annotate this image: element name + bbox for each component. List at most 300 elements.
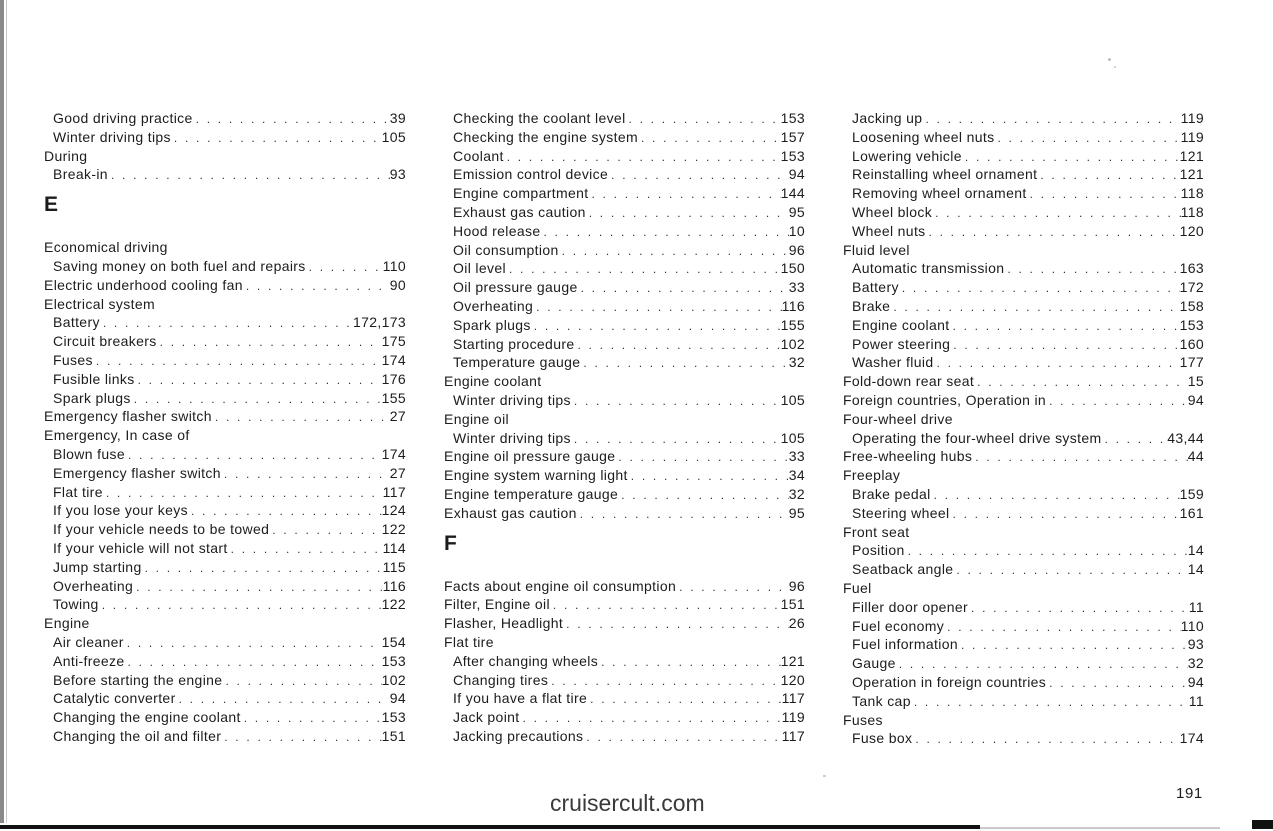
index-entry: [44, 276, 406, 295]
index-entry-page: 118: [1180, 185, 1204, 202]
index-entry: [843, 147, 1204, 166]
dot-leader: [563, 615, 789, 633]
dot-leader: [533, 298, 782, 316]
index-entry-page: 93: [389, 166, 406, 183]
index-entry-page: 119: [781, 709, 805, 726]
dot-leader: [269, 521, 381, 539]
dot-leader: [108, 166, 390, 184]
index-entry-term: Saving money on both fuel and repairs: [53, 257, 306, 274]
dot-leader: [157, 333, 382, 351]
index-entry: [843, 278, 1204, 297]
index-heading: During: [44, 147, 88, 164]
index-entry: [843, 617, 1204, 636]
index-entry-term: Seatback angle: [852, 561, 954, 578]
index-entry-term: Oil level: [453, 260, 506, 277]
scan-bottom-edge: [0, 825, 980, 829]
dot-leader: [142, 559, 383, 577]
index-entry-page: 174: [1179, 730, 1204, 747]
index-entry-page: 95: [788, 203, 805, 220]
index-entry-page: 33: [788, 448, 805, 465]
dot-leader: [571, 392, 781, 410]
index-entry-term: Emergency flasher switch: [44, 408, 212, 425]
dot-leader: [124, 634, 382, 652]
index-entry-term: Washer fluid: [852, 354, 934, 371]
index-entry: [444, 184, 805, 203]
index-entry: [444, 241, 805, 260]
index-entry: [843, 165, 1204, 184]
index-entry: [444, 689, 805, 708]
index-entry-page: 26: [788, 615, 805, 632]
index-heading: Engine coolant: [444, 373, 542, 390]
dot-leader: [608, 166, 789, 184]
index-entry-page: 159: [1179, 485, 1204, 502]
index-entry: [44, 595, 406, 614]
dot-leader: [932, 204, 1181, 222]
dot-leader: [133, 578, 383, 596]
index-entry-term: Catalytic converter: [53, 690, 176, 707]
index-entry: [44, 389, 406, 408]
index-entry-term: Gauge: [852, 655, 896, 672]
index-entry-term: Emergency flasher switch: [53, 464, 221, 481]
index-entry-page: 160: [1179, 335, 1204, 352]
index-entry-page: 15: [1187, 373, 1204, 390]
dot-leader: [583, 728, 781, 746]
dot-leader: [212, 408, 390, 426]
index-entry: [843, 654, 1204, 673]
index-entry-page: 153: [780, 110, 805, 126]
index-entry-term: Operation in foreign countries: [852, 673, 1047, 690]
index-entry-page: 117: [781, 727, 805, 744]
index-heading: Four-wheel drive: [843, 410, 953, 427]
dot-leader: [994, 129, 1180, 147]
index-entry-page: 10: [788, 222, 805, 239]
dot-leader: [972, 448, 1187, 466]
index-entry: [44, 483, 406, 502]
index-entry-page: 94: [1187, 391, 1204, 408]
dot-leader: [176, 690, 390, 708]
index-entry-term: Fuses: [53, 351, 93, 368]
index-entry-term: Flat tire: [53, 483, 103, 500]
dot-leader: [559, 242, 789, 260]
index-entry: [444, 485, 805, 504]
index-entry: [44, 109, 406, 128]
dot-leader: [93, 352, 382, 370]
index-entry: [444, 128, 805, 147]
dot-leader: [135, 371, 382, 389]
index-heading: Engine oil: [444, 410, 509, 427]
index-entry-term: Operating the four-wheel drive system: [852, 429, 1102, 446]
index-entry-term: Engine coolant: [852, 316, 950, 333]
index-entry: [444, 335, 805, 354]
index-heading: Engine: [44, 615, 90, 632]
index-entry-term: If you lose your keys: [53, 502, 188, 519]
index-entry-term: After changing wheels: [453, 652, 599, 669]
index-entry-page: 117: [781, 690, 805, 707]
dot-leader: [504, 148, 781, 166]
index-entry: [843, 673, 1204, 692]
index-entry-term: Fusible links: [53, 370, 135, 387]
index-entry-page: 95: [788, 504, 805, 521]
dot-leader: [950, 505, 1180, 523]
index-entry: [843, 429, 1204, 448]
index-entry-term: Exhaust gas caution: [444, 504, 577, 521]
index-entry: [444, 391, 805, 410]
index-entry: [44, 671, 406, 690]
index-entry: [444, 466, 805, 485]
index-entry: [44, 464, 406, 483]
index-entry-term: Engine oil pressure gauge: [444, 448, 616, 465]
index-entry-page: 122: [381, 521, 406, 538]
index-entry: [843, 297, 1204, 316]
dot-leader: [520, 709, 782, 727]
index-entry-page: 119: [1180, 128, 1204, 145]
index-entry-term: If your vehicle needs to be towed: [53, 521, 270, 538]
index-entry-term: Before starting the engine: [53, 671, 223, 688]
index-entry: [444, 504, 805, 523]
dot-leader: [125, 446, 382, 464]
index-entry-term: Coolant: [453, 147, 504, 164]
index-entry-term: Fuse box: [852, 730, 913, 747]
index-heading: Emergency, In case of: [44, 427, 190, 444]
index-entry-term: Break-in: [53, 166, 108, 183]
index-entry: [444, 727, 805, 746]
index-column-2: [444, 109, 805, 746]
index-entry-term: Starting procedure: [453, 335, 575, 352]
dot-leader: [968, 599, 1189, 617]
index-entry-page: 122: [381, 596, 406, 613]
index-entry: [44, 128, 406, 147]
index-entry: [444, 577, 805, 596]
dot-leader: [125, 653, 382, 671]
index-entry-term: Anti-freeze: [53, 652, 125, 669]
dot-leader: [1046, 674, 1188, 692]
index-entry-page: 43,44: [1167, 429, 1204, 446]
index-entry: [444, 278, 805, 297]
index-entry: [444, 595, 805, 614]
index-entry-term: Wheel block: [852, 203, 933, 220]
dot-leader: [950, 317, 1180, 335]
index-heading: Front seat: [843, 523, 910, 540]
index-entry-term: Tank cap: [852, 692, 911, 709]
index-entry-term: Fuel economy: [852, 617, 945, 634]
index-entry: [444, 671, 805, 690]
index-entry-page: 151: [381, 727, 406, 744]
index-entry: [843, 353, 1204, 372]
dot-leader: [890, 298, 1179, 316]
index-heading: Flat tire: [444, 633, 494, 650]
index-entry-term: Winter driving tips: [453, 429, 571, 446]
dot-leader: [531, 317, 781, 335]
index-entry-term: Facts about engine oil consumption: [444, 577, 677, 594]
index-entry: [44, 351, 406, 370]
dot-leader: [944, 618, 1180, 636]
index-entry: [843, 109, 1204, 128]
index-entry: [843, 203, 1204, 222]
index-heading: Fuses: [843, 711, 883, 728]
dot-leader: [540, 223, 788, 241]
index-entry-term: Engine temperature gauge: [444, 485, 619, 502]
index-entry-page: 158: [1179, 297, 1204, 314]
dot-leader: [193, 110, 390, 128]
index-entry-term: Flasher, Headlight: [444, 615, 564, 632]
index-entry: [44, 652, 406, 671]
dot-leader: [171, 129, 382, 147]
dot-leader: [221, 465, 390, 483]
dot-leader: [241, 709, 382, 727]
index-entry-page: 153: [381, 709, 406, 726]
dot-leader: [953, 561, 1187, 579]
index-entry-term: Changing tires: [453, 671, 549, 688]
index-entry-page: 174: [381, 445, 406, 462]
scan-speck: [1108, 58, 1111, 61]
index-entry-page: 94: [1187, 673, 1204, 690]
watermark-text: cruisercult.com: [550, 790, 705, 816]
index-entry-term: Reinstalling wheel ornament: [852, 166, 1038, 183]
index-entry-term: Changing the oil and filter: [53, 727, 222, 744]
index-entry-term: Changing the engine coolant: [53, 709, 241, 726]
index-entry-page: 117: [382, 483, 406, 500]
index-entry-term: Jacking precautions: [453, 727, 584, 744]
index-entry-page: 94: [389, 690, 406, 707]
index-entry: [44, 539, 406, 558]
index-entry-page: 153: [1179, 316, 1204, 333]
index-entry-page: 121: [1179, 166, 1204, 183]
index-entry-term: Exhaust gas caution: [453, 203, 586, 220]
index-entry-page: 155: [381, 389, 406, 406]
index-entry-page: 114: [382, 539, 406, 556]
index-entry-page: 150: [780, 260, 805, 277]
dot-leader: [100, 314, 353, 332]
index-entry-page: 175: [381, 333, 406, 350]
index-entry: [44, 633, 406, 652]
scan-left-edge: [0, 0, 4, 831]
dot-leader: [306, 258, 383, 276]
dot-leader: [550, 596, 781, 614]
index-entry-page: 90: [389, 276, 406, 293]
dot-leader: [626, 110, 781, 128]
dot-leader: [587, 690, 782, 708]
dot-leader: [580, 354, 788, 372]
index-entry-page: 14: [1187, 542, 1204, 559]
index-entry: [44, 558, 406, 577]
index-heading: Economical driving: [44, 239, 168, 256]
index-entry-page: 33: [788, 279, 805, 296]
index-entry: [44, 257, 406, 276]
dot-leader: [598, 653, 780, 671]
dot-leader: [615, 448, 788, 466]
index-entry: [843, 222, 1204, 241]
index-entry-term: Hood release: [453, 222, 541, 239]
index-entry: [44, 501, 406, 520]
index-entry-page: 11: [1188, 598, 1204, 615]
index-entry-page: 176: [381, 370, 406, 387]
dot-leader: [958, 636, 1188, 654]
dot-leader: [1004, 260, 1179, 278]
index-entry-page: 157: [780, 128, 805, 145]
index-entry: [843, 259, 1204, 278]
index-entry: [843, 504, 1204, 523]
dot-leader: [243, 277, 390, 295]
index-entry-term: Emission control device: [453, 166, 609, 183]
index-column-1: [44, 109, 406, 746]
index-entry-page: 105: [381, 128, 406, 145]
index-entry-term: Overheating: [453, 297, 534, 314]
dot-leader: [1037, 166, 1179, 184]
dot-leader: [588, 185, 780, 203]
index-entry-term: Good driving practice: [53, 110, 193, 126]
index-entry: [44, 577, 406, 596]
index-entry-page: 174: [381, 351, 406, 368]
index-entry-term: Wheel nuts: [852, 222, 926, 239]
index-entry-page: 155: [780, 316, 805, 333]
index-entry-term: Checking the coolant level: [453, 110, 626, 126]
index-entry-page: 119: [1180, 110, 1204, 126]
index-entry-page: 118: [1180, 203, 1204, 220]
index-entry: [44, 370, 406, 389]
index-entry: [843, 692, 1204, 711]
index-entry-page: 110: [1180, 617, 1204, 634]
index-entry-term: Electric underhood cooling fan: [44, 276, 243, 293]
dot-leader: [905, 542, 1188, 560]
index-entry-page: 96: [788, 241, 805, 258]
dot-leader: [962, 148, 1180, 166]
dot-leader: [571, 430, 781, 448]
index-entry-term: Brake: [852, 297, 891, 314]
index-entry-term: Winter driving tips: [53, 128, 171, 145]
index-entry-page: 105: [780, 429, 805, 446]
index-entry-term: Temperature gauge: [453, 354, 581, 371]
index-entry: [44, 708, 406, 727]
scan-bottom-edge-faint: [980, 827, 1220, 829]
index-entry-page: 39: [389, 110, 406, 126]
index-entry-term: Brake pedal: [852, 485, 931, 502]
index-entry: [444, 297, 805, 316]
index-entry-page: 121: [1179, 147, 1204, 164]
index-entry: [444, 203, 805, 222]
dot-leader: [912, 730, 1179, 748]
index-entry-page: 153: [780, 147, 805, 164]
index-entry-term: Lowering vehicle: [852, 147, 962, 164]
index-entry-term: Blown fuse: [53, 445, 125, 462]
index-heading: Fluid level: [843, 241, 910, 258]
index-entry-page: 96: [788, 577, 805, 594]
index-entry: [843, 184, 1204, 203]
index-entry-term: Battery: [53, 314, 100, 331]
dot-leader: [578, 279, 789, 297]
index-entry-page: 27: [389, 408, 406, 425]
index-entry-page: 34: [788, 467, 805, 484]
index-entry: [444, 165, 805, 184]
dot-leader: [586, 204, 789, 222]
index-entry: [843, 391, 1204, 410]
index-entry-term: Fuel information: [852, 636, 958, 653]
index-heading: Freeplay: [843, 467, 901, 484]
index-entry-page: 94: [788, 166, 805, 183]
index-entry-page: 102: [381, 671, 406, 688]
index-entry-term: Power steering: [852, 335, 951, 352]
index-entry: [843, 447, 1204, 466]
index-entry-term: Steering wheel: [852, 504, 950, 521]
index-entry-term: Loosening wheel nuts: [852, 128, 995, 145]
index-entry: [444, 259, 805, 278]
dot-leader: [577, 505, 789, 523]
index-entry-term: Jack point: [453, 709, 520, 726]
index-entry: [444, 316, 805, 335]
dot-leader: [99, 596, 382, 614]
index-heading: Electrical system: [44, 295, 155, 312]
index-entry-term: Automatic transmission: [852, 260, 1005, 277]
dot-leader: [506, 260, 781, 278]
index-entry-term: Overheating: [53, 577, 134, 594]
dot-leader: [131, 390, 382, 408]
index-entry-page: 32: [788, 354, 805, 371]
dot-leader: [1046, 392, 1188, 410]
index-entry-page: 154: [381, 633, 406, 650]
index-entry-page: 32: [788, 485, 805, 502]
index-entry-page: 102: [780, 335, 805, 352]
dot-leader: [926, 223, 1180, 241]
index-entry: [843, 316, 1204, 335]
index-entry-term: Spark plugs: [53, 389, 131, 406]
index-entry-page: 120: [780, 671, 805, 688]
dot-leader: [974, 373, 1188, 391]
index-entry: [843, 729, 1204, 748]
index-entry: [44, 445, 406, 464]
index-entry-page: 163: [1179, 260, 1204, 277]
index-entry-page: 116: [781, 297, 805, 314]
index-entry-page: 27: [389, 464, 406, 481]
index-entry-term: Checking the engine system: [453, 128, 638, 145]
index-entry: [843, 128, 1204, 147]
index-entry-term: Spark plugs: [453, 316, 531, 333]
index-entry-page: 32: [1187, 655, 1204, 672]
scan-left-edge-line: [6, 0, 7, 831]
dot-leader: [676, 578, 789, 596]
index-entry-term: Winter driving tips: [453, 391, 571, 408]
index-entry: [843, 335, 1204, 354]
index-entry: [44, 313, 406, 332]
dot-leader: [228, 540, 383, 558]
scan-corner-mark: [1252, 820, 1273, 829]
dot-leader: [1102, 430, 1168, 448]
index-entry-page: 11: [1188, 692, 1204, 709]
index-entry-page: 124: [381, 502, 406, 519]
index-entry-term: Oil consumption: [453, 241, 559, 258]
index-entry: [44, 407, 406, 426]
scan-speck: [823, 775, 826, 777]
dot-leader: [628, 467, 789, 485]
index-entry-term: Engine compartment: [453, 185, 589, 202]
index-entry-term: Free-wheeling hubs: [843, 448, 973, 465]
index-entry-page: 110: [382, 257, 406, 274]
dot-leader: [896, 655, 1188, 673]
dot-leader: [922, 110, 1180, 128]
index-entry: [843, 541, 1204, 560]
index-entry: [44, 689, 406, 708]
dot-leader: [548, 672, 780, 690]
section-letter: E: [44, 193, 59, 217]
index-entry: [843, 635, 1204, 654]
index-entry-term: Position: [852, 542, 905, 559]
dot-leader: [618, 486, 789, 504]
index-entry-term: Jump starting: [53, 558, 142, 575]
page-number: 191: [1176, 785, 1203, 802]
index-entry-term: Engine system warning light: [444, 467, 628, 484]
index-entry-page: 161: [1179, 504, 1204, 521]
index-entry: [444, 109, 805, 128]
index-entry-page: 44: [1187, 448, 1204, 465]
index-entry: [44, 332, 406, 351]
